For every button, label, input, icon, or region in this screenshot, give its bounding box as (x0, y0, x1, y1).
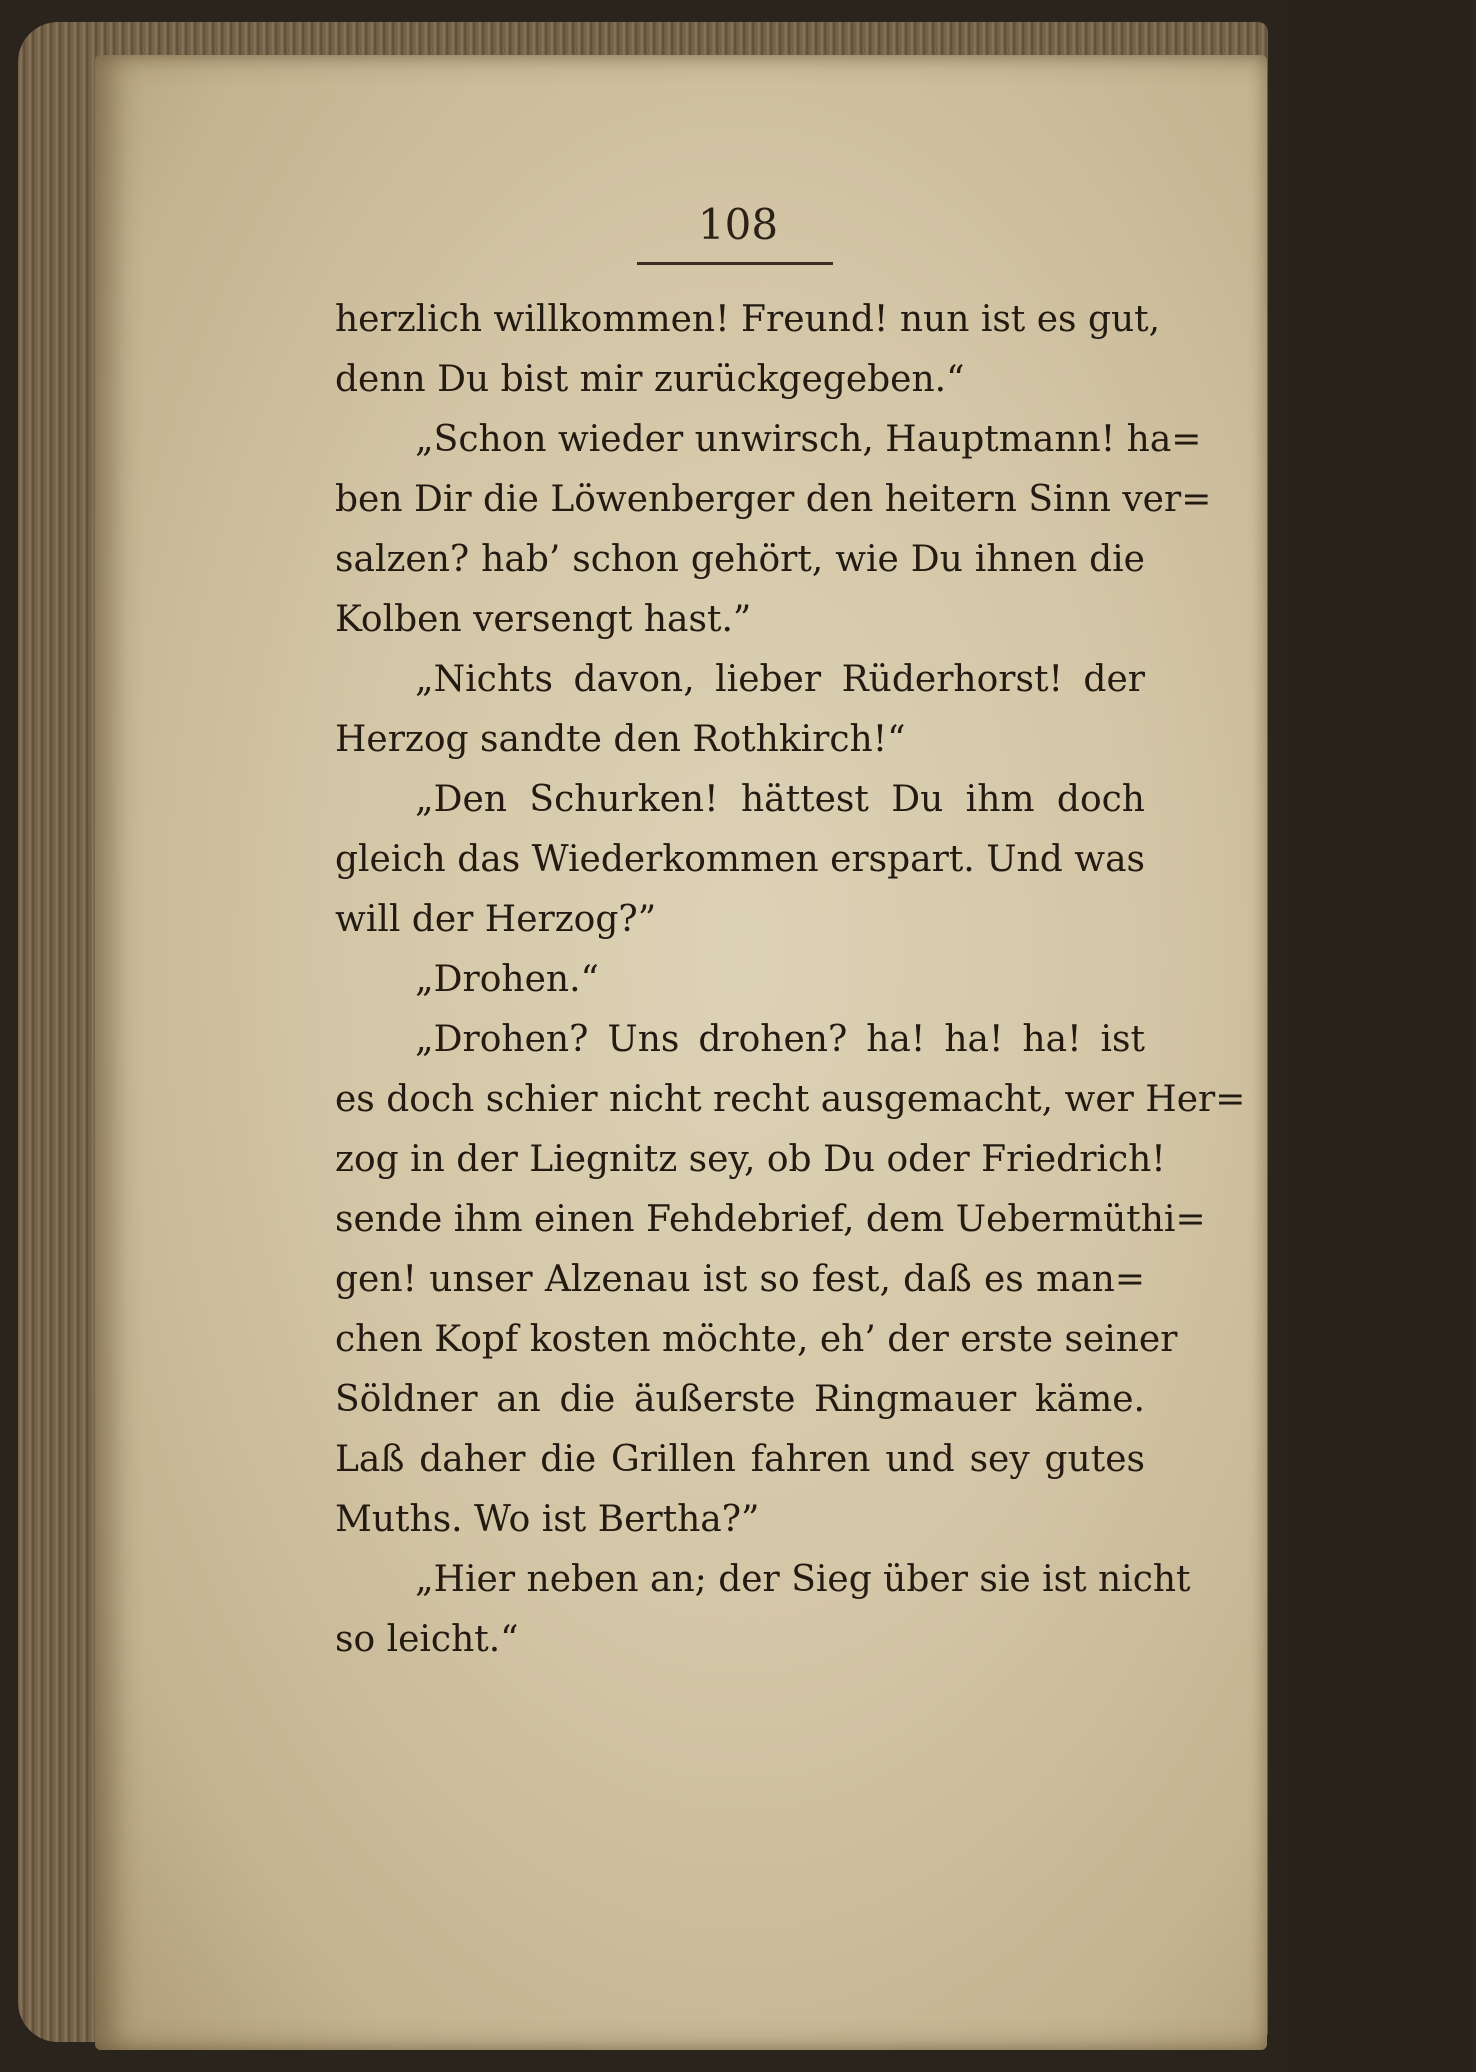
text-line: „Drohen? Uns drohen? ha! ha! ha! ist (415, 1019, 1145, 1060)
text-line: herzlich willkommen! Freund! nun ist es gut, (335, 299, 1161, 340)
header-rule (637, 262, 833, 265)
text-line: „Den Schurken! hättest Du ihm doch (415, 779, 1145, 820)
text-line: Muths. Wo ist Bertha?” (335, 1499, 760, 1540)
text-line: Söldner an die äußerste Ringmauer käme. (335, 1379, 1145, 1420)
text-line: chen Kopf kosten möchte, eh’ der erste seiner (335, 1319, 1178, 1360)
page-number: 108 (697, 200, 779, 249)
text-line: „Nichts davon, lieber Rüderhorst! der (415, 659, 1145, 700)
text-line: gen! unser Alzenau ist so fest, daß es man= (335, 1259, 1145, 1300)
text-line: ben Dir die Löwenberger den heitern Sinn ver= (335, 479, 1212, 520)
text-line: salzen? hab’ schon gehört, wie Du ihnen die (335, 539, 1145, 580)
text-line: „Schon wieder unwirsch, Hauptmann! ha= (415, 419, 1202, 460)
text-line: will der Herzog?” (335, 899, 657, 940)
text-line: so leicht.“ (335, 1619, 519, 1660)
text-line: sende ihm einen Fehdebrief, dem Uebermüthi= (335, 1199, 1206, 1240)
text-line: Laß daher die Grillen fahren und sey gutes (335, 1439, 1145, 1480)
text-line: gleich das Wiederkommen erspart. Und was (335, 839, 1145, 880)
text-line: zog in der Liegnitz sey, ob Du oder Friedrich! (335, 1139, 1166, 1180)
text-line: denn Du bist mir zurückgegeben.“ (335, 359, 965, 400)
text-line: „Drohen.“ (415, 959, 599, 1000)
text-line: Kolben versengt hast.” (335, 599, 752, 640)
text-line: es doch schier nicht recht ausgemacht, wer Her= (335, 1079, 1246, 1120)
body-text (335, 290, 1246, 1670)
text-line: „Hier neben an; der Sieg über sie ist nicht (415, 1559, 1191, 1600)
text-line: Herzog sandte den Rothkirch!“ (335, 719, 906, 760)
